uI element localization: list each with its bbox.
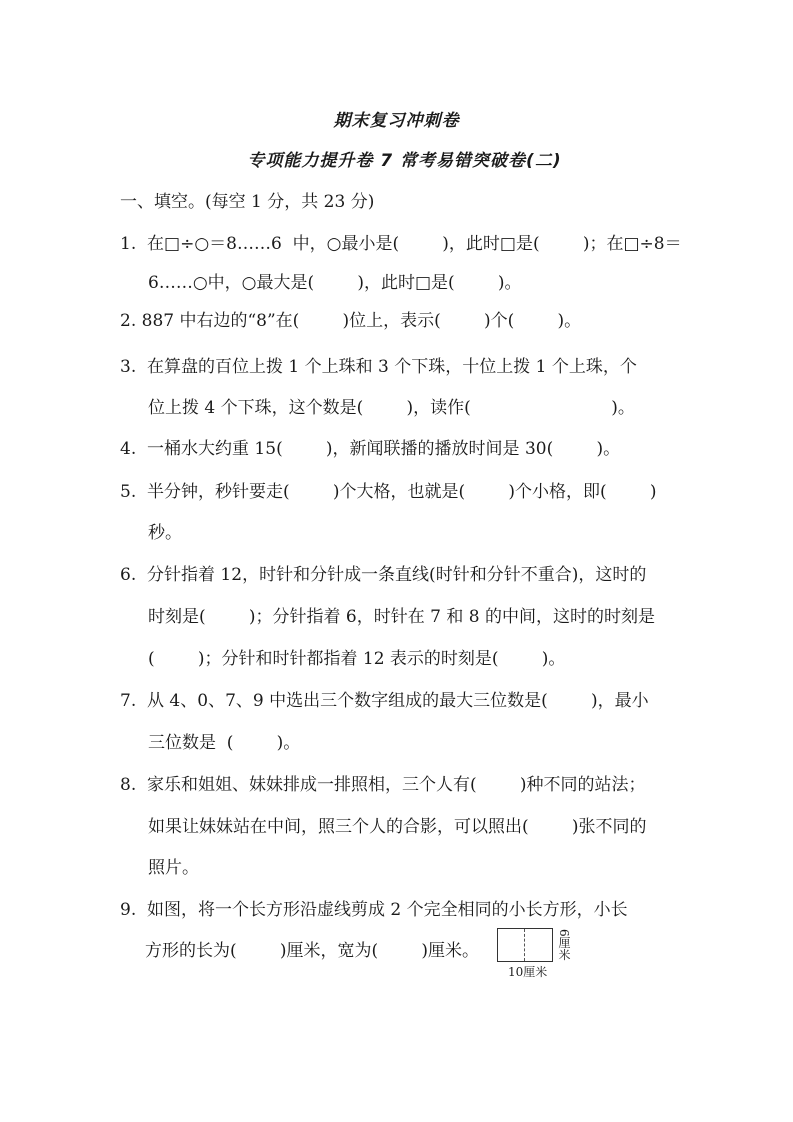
- question-6-line-1: 6. 分针指着 12，时针和分针成一条直线(时针和分针不重合)，这时的: [120, 565, 647, 585]
- question-5-line-1: 5. 半分钟，秒针要走( )个大格，也就是( )个小格，即( ): [120, 482, 657, 502]
- figure-width-label: 10厘米: [508, 965, 548, 979]
- question-6-line-3: ( )；分针和时针都指着 12 表示的时刻是( )。: [148, 649, 566, 669]
- question-8-line-2: 如果让妹妹站在中间，照三个人的合影，可以照出( )张不同的: [148, 817, 647, 837]
- section-heading: 一、填空。(每空 1 分，共 23 分): [120, 192, 375, 212]
- question-7-line-2: 三位数是 ( )。: [148, 733, 301, 753]
- question-3-line-1: 3. 在算盘的百位上拨 1 个上珠和 3 个下珠，十位上拨 1 个上珠，个: [120, 357, 637, 377]
- question-8-line-3: 照片。: [148, 858, 199, 878]
- page-title: 期末复习冲刺卷: [333, 111, 460, 131]
- question-9-line-1: 9. 如图，将一个长方形沿虚线剪成 2 个完全相同的小长方形，小长: [120, 900, 628, 920]
- page-subtitle: 专项能力提升卷 7 常考易错突破卷(二): [247, 151, 562, 171]
- figure-height-label: 6厘米: [557, 929, 571, 961]
- question-2-line-1: 2. 887 中右边的“8”在( )位上，表示( )个( )。: [120, 311, 582, 331]
- question-5-line-2: 秒。: [148, 523, 182, 543]
- question-1-line-2: 6……○中，○最大是( )，此时□是( )。: [148, 273, 522, 293]
- question-4-line-1: 4. 一桶水大约重 15( )，新闻联播的播放时间是 30( )。: [120, 439, 621, 459]
- question-3-line-2: 位上拨 4 个下珠，这个数是( )，读作( )。: [148, 398, 635, 418]
- question-1-line-1: 1. 在□÷○＝8……6 中，○最小是( )，此时□是( )；在□÷8＝: [120, 234, 682, 254]
- question-8-line-1: 8. 家乐和姐姐、妹妹排成一排照相，三个人有( )种不同的站法；: [120, 775, 646, 795]
- rectangle-figure: [497, 928, 553, 962]
- question-9-line-2: 方形的长为( )厘米，宽为( )厘米。: [145, 941, 479, 961]
- question-6-line-2: 时刻是( )；分针指着 6，时针在 7 和 8 的中间，这时的时刻是: [148, 607, 655, 627]
- question-7-line-1: 7. 从 4、0、7、9 中选出三个数字组成的最大三位数是( )，最小: [120, 691, 649, 711]
- dashed-cut-line: [524, 929, 525, 961]
